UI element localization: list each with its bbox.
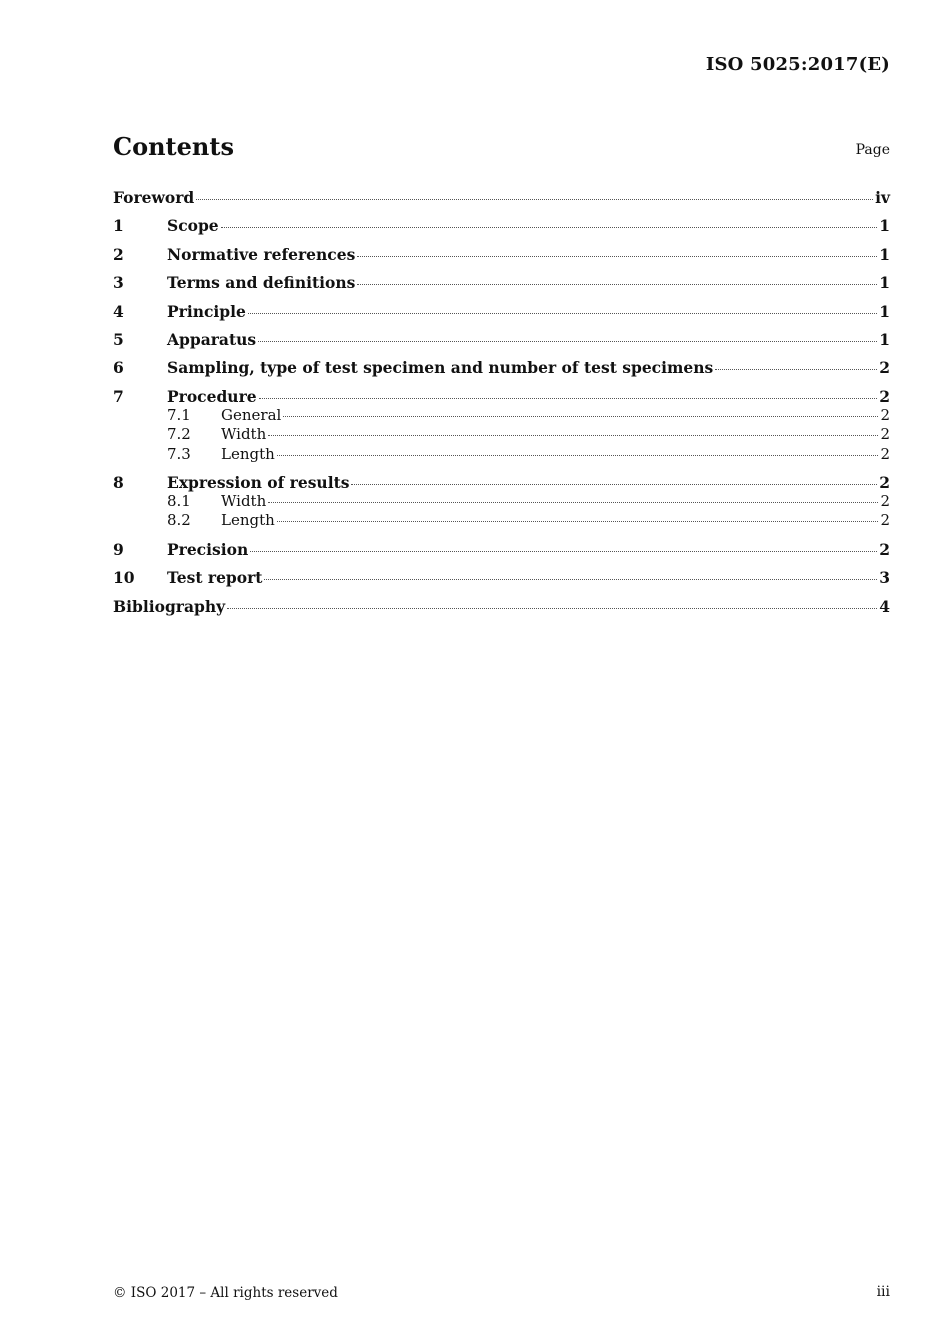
dot-leader — [715, 368, 877, 370]
toc-entry-page: 2 — [880, 445, 890, 463]
toc-subentry[interactable] — [113, 445, 890, 463]
dot-leader — [221, 226, 878, 228]
toc-entry[interactable] — [113, 302, 890, 321]
toc-entry-title: Terms and definitions — [167, 273, 356, 292]
dot-leader — [268, 434, 878, 436]
toc-entry-number: 4 — [113, 302, 124, 321]
toc-entry-number: 8.1 — [167, 492, 191, 510]
toc-entry-number: 8.2 — [167, 511, 191, 529]
toc-entry-number: 9 — [113, 540, 124, 559]
toc-entry-page: 2 — [880, 492, 890, 510]
toc-entry[interactable] — [113, 387, 890, 406]
toc-subentry[interactable] — [113, 511, 890, 529]
toc-entry-number: 2 — [113, 245, 124, 264]
toc-entry-title: Foreword — [113, 188, 195, 207]
toc-entry-page: 2 — [879, 358, 890, 377]
toc-entry-page: 2 — [879, 387, 890, 406]
toc-entry-title: Principle — [167, 302, 246, 321]
toc-entry-number: 6 — [113, 358, 124, 377]
dot-leader — [268, 501, 878, 503]
toc-entry-title: Precision — [167, 540, 249, 559]
toc-entry-number: 5 — [113, 330, 124, 349]
toc-entry-number: 8 — [113, 473, 124, 492]
toc-entry-page: 2 — [879, 473, 890, 492]
toc-entry-title: Length — [221, 511, 275, 529]
toc-entry-page: 3 — [879, 568, 890, 587]
toc-entry-number: 7 — [113, 387, 124, 406]
toc-entry[interactable] — [113, 597, 890, 616]
dot-leader — [196, 198, 873, 200]
toc-entry-page: 1 — [879, 302, 890, 321]
dot-leader — [259, 397, 878, 399]
standard-identifier: ISO 5025:2017(E) — [705, 54, 890, 75]
toc-entry-number: 7.2 — [167, 425, 191, 443]
toc-entry-page: 1 — [879, 330, 890, 349]
dot-leader — [283, 415, 878, 417]
toc-entry[interactable] — [113, 473, 890, 492]
toc-subentry[interactable] — [113, 425, 890, 443]
dot-leader — [264, 578, 877, 580]
toc-entry[interactable] — [113, 188, 890, 207]
toc-entry-page: 1 — [879, 245, 890, 264]
toc-entry-page: 2 — [880, 425, 890, 443]
toc-entry-page: 1 — [879, 216, 890, 235]
toc-entry-number: 7.3 — [167, 445, 191, 463]
toc-entry[interactable] — [113, 245, 890, 264]
toc-entry-title: Apparatus — [167, 330, 257, 349]
page-number: iii — [876, 1284, 890, 1300]
toc-entry-page: 4 — [879, 597, 890, 616]
toc-entry-number: 3 — [113, 273, 124, 292]
toc-entry-title: Width — [221, 492, 267, 510]
dot-leader — [357, 255, 877, 257]
toc-entry[interactable] — [113, 568, 890, 587]
toc-entry-page: 1 — [879, 273, 890, 292]
dot-leader — [258, 340, 877, 342]
toc-entry-title: Sampling, type of test specimen and number of test specimens — [167, 358, 714, 377]
toc-entry-page: 2 — [880, 406, 890, 424]
toc-entry[interactable] — [113, 273, 890, 292]
toc-entry-number: 10 — [113, 568, 135, 587]
toc-subentry[interactable] — [113, 492, 890, 510]
toc-entry-title: Procedure — [167, 387, 257, 406]
toc-entry-title: Expression of results — [167, 473, 350, 492]
dot-leader — [277, 454, 879, 456]
dot-leader — [248, 312, 877, 314]
toc-entry-page: iv — [875, 188, 890, 207]
toc-entry[interactable] — [113, 358, 890, 377]
toc-entry-title: Test report — [167, 568, 263, 587]
toc-entry-page: 2 — [880, 511, 890, 529]
dot-leader — [357, 283, 877, 285]
contents-title: Contents — [113, 132, 234, 161]
toc-entry-title: Scope — [167, 216, 219, 235]
toc-entry-title: Length — [221, 445, 275, 463]
dot-leader — [277, 520, 879, 522]
toc-entry-page: 2 — [879, 540, 890, 559]
copyright-notice: © ISO 2017 – All rights reserved — [113, 1285, 338, 1301]
toc-entry[interactable] — [113, 216, 890, 235]
toc-entry-title: Width — [221, 425, 267, 443]
toc-entry[interactable] — [113, 540, 890, 559]
toc-subentry[interactable] — [113, 406, 890, 424]
page-column-label: Page — [855, 142, 890, 158]
dot-leader — [250, 550, 877, 552]
dot-leader — [227, 607, 877, 609]
toc-entry-title: Normative references — [167, 245, 356, 264]
toc-entry-title: General — [221, 406, 282, 424]
toc-entry-number: 7.1 — [167, 406, 191, 424]
toc-entry-title: Bibliography — [113, 597, 226, 616]
toc-entry-number: 1 — [113, 216, 124, 235]
dot-leader — [351, 483, 877, 485]
toc-entry[interactable] — [113, 330, 890, 349]
